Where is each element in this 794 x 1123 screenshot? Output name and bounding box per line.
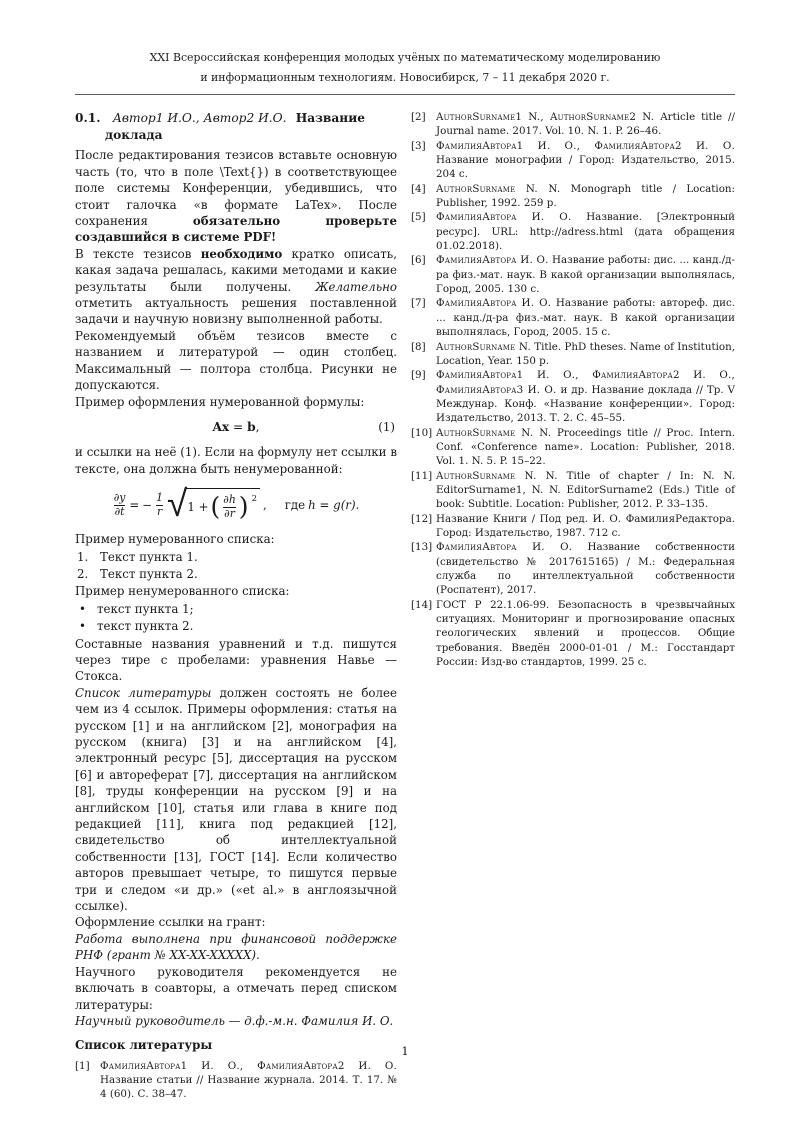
reference-label: [2] [411,111,426,123]
where-text: где [284,497,306,512]
page-number: 1 [401,1044,409,1058]
reference-item: [5] ФамилияАвтора И. О. Название. [Электронный ресурс]. URL: http://adress.html (дата обращения 01.02.2018). [411,211,735,253]
exponent: 2 [251,494,257,505]
reference-label: [13] [411,541,433,554]
reference-label: [4] [411,182,426,195]
item-number: 2. [77,566,89,581]
reference-label: [8] [411,340,426,353]
reference-item: [13] ФамилияАвтора И. О. Название собственности (свидетельство № 2017615165) / М.: Федеральная служба по интеллектуальной собственности (Роспатент), 2017. [411,541,735,597]
reference-item: [12] Название Книги / Под ред. И. О. ФамилияРедактора. Город: Издательство, 1987. 712 с. [411,512,735,539]
bullet-icon: • [79,619,86,634]
reference-label: [3] [411,139,426,152]
page-header [75,48,735,87]
square-root [167,482,260,526]
reference-label: [9] [411,369,426,382]
reference-item: [3] ФамилияАвтора1 И. О., ФамилияАвтора2 И. О. Название монографии / Город: Издательство, 2015. 204 с. [411,139,735,181]
item-number: 1. [77,549,89,564]
display-equation [75,482,397,526]
paragraph-numbered-list-intro: Пример нумерованного списка: [75,532,275,547]
reference-label: [1] [75,1059,90,1072]
comma: , [262,497,267,512]
paragraph-volume: Рекомендуемый объём тезисов вместе с названием и литературой — один столбец. Максимальный — полтора столбца. Рисунки не допускаются. [75,328,397,393]
section-heading [75,110,397,144]
header-line2: и информационным технологиям. Новосибирск, 7 – 11 декабря 2020 г. [200,70,610,84]
minus-sign: − [142,497,153,512]
paragraph-reference-rules: Список литературы должен состоять не более чем из 4 ссылок. Примеры оформления: статья на русском [1] и на английском [2], монография на русском (книга) [3] и на английском [4], электронный ресурс [5], диссертация на русском [6] и автореферат [7], диссертация на английском [8], труды конференции на русском [9] и на английском [10], статья или глава в книге под редакцией [11], книга под редакцией [12], свидетельство об интеллектуальной собственности [13], ГОСТ [14]. Если количество авторов превышает четыре, то пишутся первые три и следом «и др.» («et al.» в англоязычной ссылке). [75,685,397,914]
numbered-list-item: 2. Текст пункта 2. [77,566,198,581]
fraction-dy-dt: $\frac{\partial y}{\partial t}$ [113,490,126,518]
reference-item: [9] ФамилияАвтора1 И. О., ФамилияАвтора2 И. О., ФамилияАвтора3 И. О. и др. Название доклада // Тр. V Междунар. Конф. «Название конференции». Город: Издательство, 2013. Т. 2. С. 45–55. [411,369,735,425]
paragraph-supervisor-example: Научный руководитель — д.ф.-м.н. Фамилия И. О. [75,1013,394,1028]
right-paren: ) [238,491,249,521]
section-number: 0.1. [75,111,101,125]
paragraph-equation-reference: и ссылки на неё (1). Если на формулу нет ссылки в тексте, она должна быть ненумерованной: [75,445,397,476]
header-line1: XXI Всероссийская конференция молодых учёных по математическому моделированию [149,51,661,64]
fraction-dh-dr: $\frac{\partial h}{\partial r}$ [223,492,236,520]
section-authors: Автор1 И.О., Автор2 И.О. [112,111,287,125]
bullet-list-item: • текст пункта 2. [75,618,397,634]
paragraph-content-requirements: В тексте тезисов необходимо кратко описать, какая задача решалась, какими методами и какие результаты были получены. Желательно отметить актуальность решения поставленной задачи и научную новизну выполненной работы. [75,246,397,327]
paragraph-grant-example: Работа выполнена при финансовой поддержке РНФ (грант № XX-XX-XXXXX). [75,931,397,963]
reference-label: [5] [411,211,426,224]
left-paren: ( [210,491,221,521]
equation-expression [113,482,360,526]
reference-item: [10] AuthorSurname N. N. Proceedings title // Proc. Intern. Conf. «Conference name». Location: Publisher, 2018. Vol. 1. N. 5. P. 15–22. [411,426,735,468]
reference-label: [11] [411,469,433,482]
radicand: 1 + ( $\frac{\partial h}{\partial r}$ ) 2 [185,488,260,522]
equation-number: (1) [378,419,395,434]
reference-item: [2] AuthorSurname1 N., AuthorSurname2 N. Article title // Journal name. 2017. Vol. 10. N. 1. P. 26–46. [411,111,735,138]
header-rule [75,94,735,95]
numbered-list-item: 1. Текст пункта 1. [77,549,198,564]
reference-item: [1] ФамилияАвтора1 И. О., ФамилияАвтора2 И. О. Название статьи // Название журнала. 2014. Т. 17. № 4 (60). С. 38–47. [75,1059,397,1101]
fraction-1-r: $\frac{1}{r}$ [156,490,164,518]
right-column [411,110,735,669]
reference-label: [7] [411,297,426,310]
reference-label: [12] [411,512,433,525]
reference-label: [14] [411,598,433,611]
references-list-left [75,1059,397,1102]
bullet-list-item: • текст пункта 1; [75,601,397,617]
radical-icon: √ [167,482,188,526]
equation-body: Ax = b, [212,419,260,434]
reference-item: [11] AuthorSurname N. N. Title of chapter / In: N. N. EditorSurname1, N. N. EditorSurname2 (Eds.) Title of book: Subtitle. Location: Publisher, 2012. P. 33–135. [411,469,735,511]
reference-item: [7] ФамилияАвтора И. О. Название работы: автореф. дис. ... канд./д-ра физ.-мат. наук. В какой организации выполнялась, Город, 2005. 15 с. [411,297,735,339]
section-title: Название доклада [105,111,366,143]
paragraph-compound-names: Составные названия уравнений и т.д. пишутся через тире с пробелами: уравнения Навье — Стокса. [75,636,397,684]
equals-sign: = [129,497,140,512]
reference-label: [6] [411,254,426,267]
reference-label: [10] [411,426,433,439]
paragraph-formula-intro: Пример оформления нумерованной формулы: [75,394,365,409]
numbered-equation [75,419,397,435]
paragraph-grant-intro: Оформление ссылки на грант: [75,915,266,930]
reference-item: [14] ГОСТ Р 22.1.06-99. Безопасность в чрезвычайных ситуациях. Мониторинг и прогнозирование опасных геологических явлений и процессов. Общие требования. Введён 2000-01-01 / М.: Госстандарт России: Изд-во стандартов, 1999. 25 с. [411,598,735,669]
reference-item: [4] AuthorSurname N. N. Monograph title / Location: Publisher, 1992. 259 p. [411,182,735,210]
left-column [75,110,397,1102]
bullet-icon: • [79,601,86,616]
condition-expression: h = g(r). [308,497,360,512]
paragraph-supervisor-rule: Научного руководителя рекомендуется не включать в соавторы, а отмечать перед списком литературы: [75,964,397,1012]
reference-item: [8] AuthorSurname N. Title. PhD theses. Name of Institution, Location, Year. 150 p. [411,340,735,367]
reference-item: [6] ФамилияАвтора И. О. Название работы: дис. ... канд./д-ра физ.-мат. наук. В какой организации выполнялась, Город, 2005. 130 с. [411,254,735,296]
references-heading: Список литературы [75,1038,213,1053]
paragraph-bullet-list-intro: Пример ненумерованного списка: [75,584,290,599]
paragraph-editing-instructions: После редактирования тезисов вставьте основную часть (то, что в поле \Text{}) в соответствующее поле системы Конференции, убедившись, что стоит галочка «в формате LaTex». После сохранения обязательно проверьте создавшийся в системе PDF! [75,148,397,245]
